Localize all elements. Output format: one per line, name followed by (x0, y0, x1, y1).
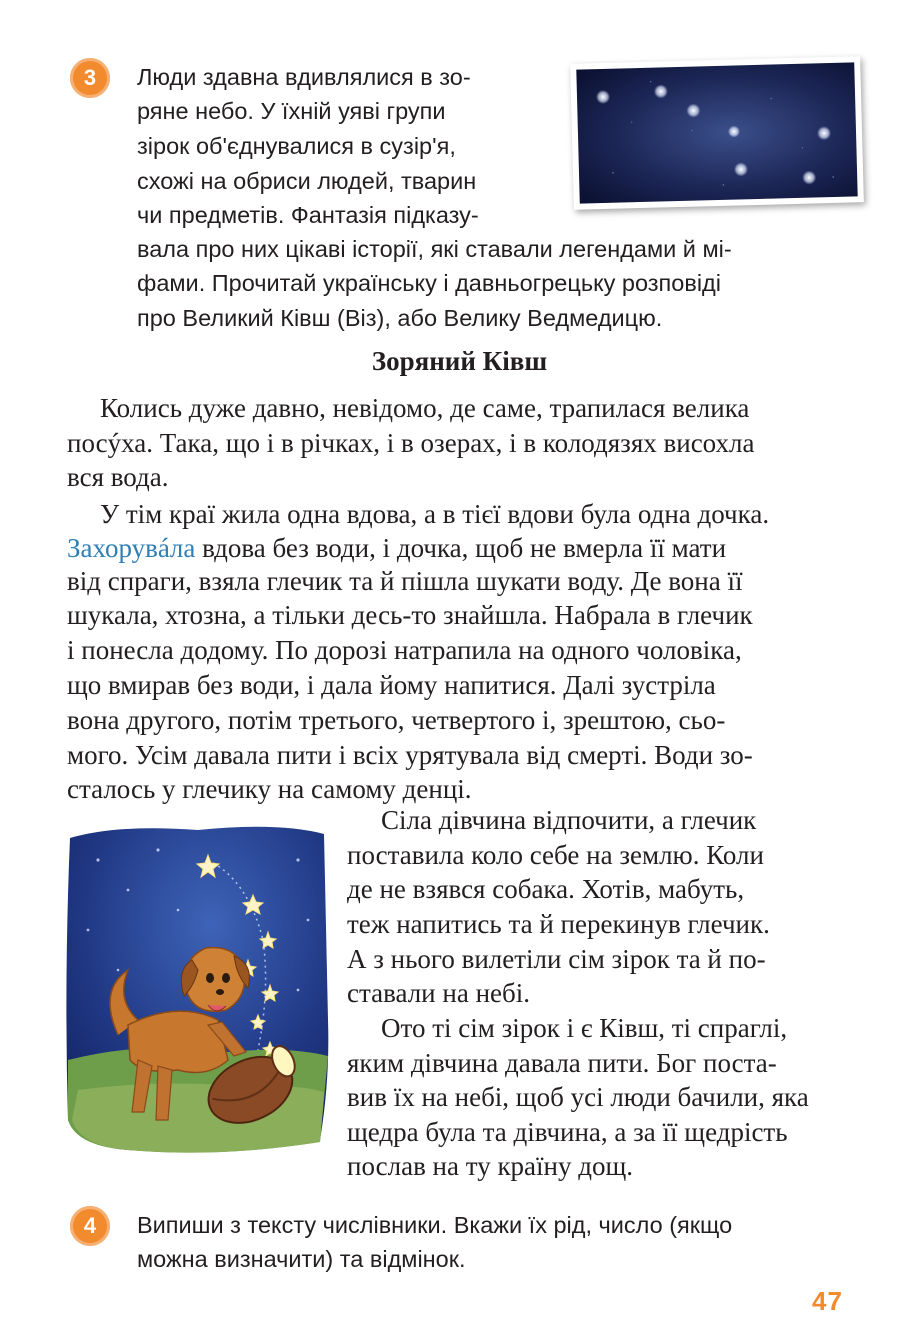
task3-line: фами. Прочитай українську і давньогрецьку розповіді (137, 270, 721, 296)
task-number-badge: 4 (70, 1206, 110, 1246)
story-line (381, 805, 853, 836)
story-line: теж напитись та й перекинув глечик. (347, 909, 770, 939)
story-line (100, 393, 853, 424)
story-line: сталось у глечику на самому денці. (67, 774, 472, 804)
story-line (67, 533, 726, 564)
story-line: що вмирав без води, і дала йому напитися. Далі зустріла (67, 670, 716, 700)
story-line: шукала, хтозна, а тільки десь-то знайшла. Набрала в глечик (67, 600, 753, 630)
story-line: вся вода. (67, 462, 169, 492)
task4-line: Випиши з тексту числівники. Вкажи їх рід, число (якщо (137, 1212, 733, 1238)
story-line-text: Сіла дівчина відпочити, а глечик (381, 805, 757, 835)
story-line: і понесла додому. По дорозі натрапила на одного чоловіка, (67, 635, 742, 665)
story-line-text: Ото ті сім зірок і є Ківш, ті спраглі, (381, 1013, 788, 1043)
story-line-text: вдова без води, і дочка, щоб не вмерла її мати (202, 533, 727, 563)
story-line: У тім краї жила одна вдова, а в тієї вдови була одна дочка. (100, 499, 770, 529)
story-line: вив їх на небі, щоб усі люди бачили, яка (347, 1082, 809, 1112)
task4-line: можна визначити) та відмінок. (137, 1246, 466, 1272)
page-number: 47 (812, 1286, 843, 1316)
story-line: посýха. Така, що і в річках, і в озерах, і в колодязях висохла (67, 428, 755, 458)
glossary-link[interactable]: Захорувáла (67, 533, 196, 563)
story-line-text: Колись дуже давно, невідомо, де саме, трапилася велика (100, 393, 750, 423)
task3-line: ряне небо. У їхній уяві групи (137, 98, 446, 124)
story-line: вона другого, потім третього, четвертого і, зрештою, сьо- (67, 705, 726, 735)
story-line: від спраги, взяла глечик та й пішла шукати воду. Де вона її (67, 566, 743, 596)
task3-line: схожі на обриси людей, тварин (137, 168, 477, 194)
story-line: щедра була та дівчина, а за її щедрість (347, 1117, 788, 1147)
task3-line: про Великий Ківш (Віз), або Велику Ведмедицю. (137, 305, 663, 331)
story-line: мого. Усім давала пити і всіх урятувала від смерті. Води зо- (67, 740, 753, 770)
story-line: ставали на небі. (347, 978, 530, 1008)
task3-line: Люди здавна вдивлялися в зо- (137, 64, 471, 90)
story-line (381, 1013, 853, 1044)
story-line: А з нього вилетіли сім зірок та й по- (347, 944, 766, 974)
task-number-badge: 3 (70, 58, 110, 98)
story-line: яким дівчина давала пити. Бог поста- (347, 1048, 777, 1078)
task3-line: чи предметів. Фантазія підказу- (137, 202, 479, 228)
night-sky-photo (570, 56, 864, 210)
story-line: послав на ту країну дощ. (347, 1151, 634, 1181)
task3-line: вала про них цікаві історії, які ставали легендами й мі- (137, 236, 732, 262)
task3-line: зірок об'єднувалися в сузір'я, (137, 133, 456, 159)
dog-with-jug-illustration (58, 820, 333, 1160)
story-line: поставила коло себе на землю. Коли (347, 840, 764, 870)
story-line: де не взявся собака. Хотів, мабуть, (347, 874, 745, 904)
story-title: Зоряний Ківш (371, 346, 548, 376)
